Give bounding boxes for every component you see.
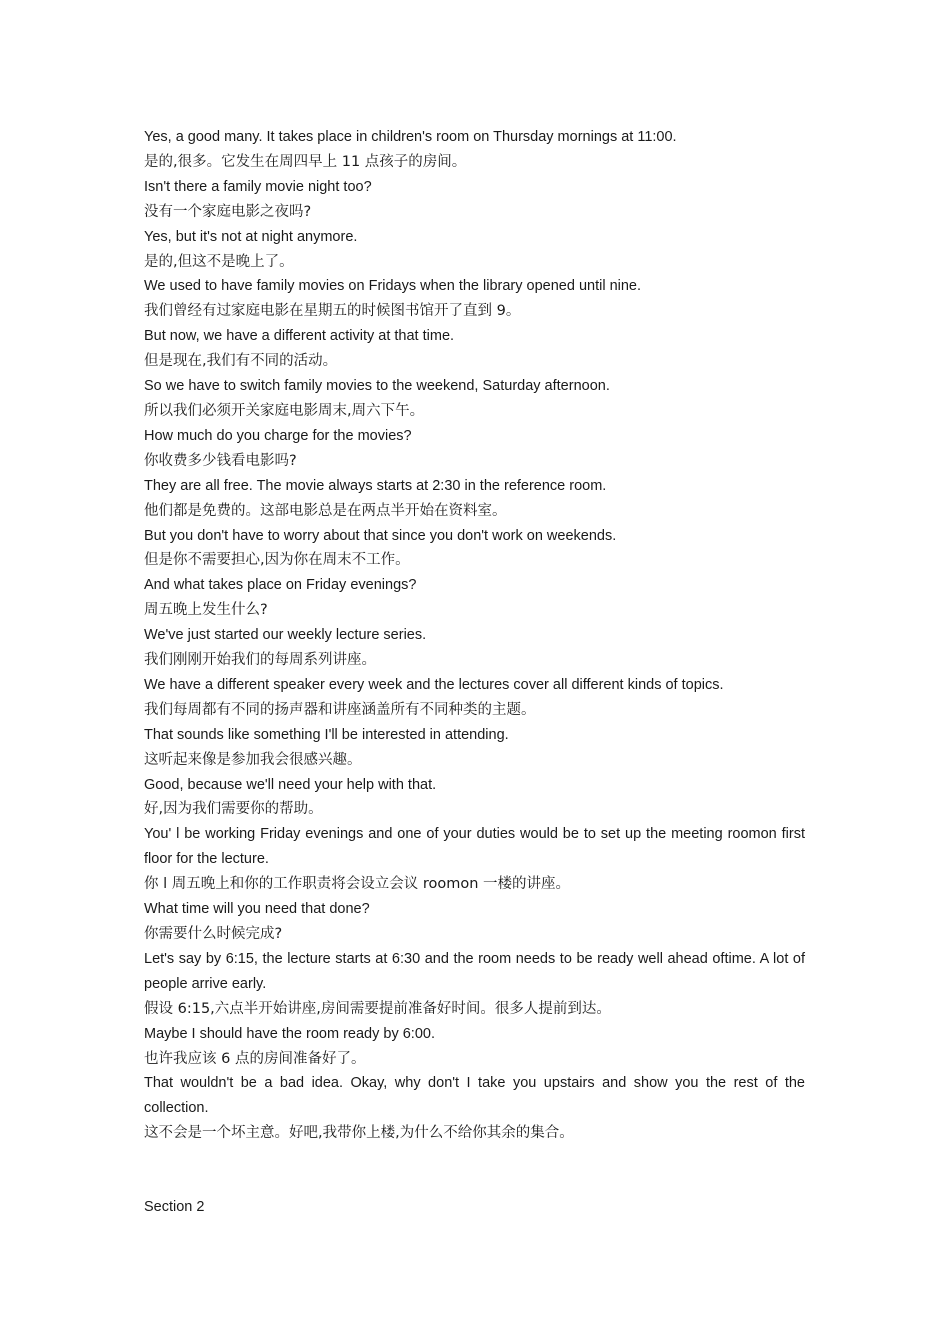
transcript-line-zh: 也许我应该 6 点的房间准备好了。 bbox=[144, 1050, 366, 1067]
transcript-line-en: We have a different speaker every week and the lectures cover all different kinds of topics. bbox=[144, 676, 724, 693]
transcript-line-zh: 所以我们必须开关家庭电影周末,周六下午。 bbox=[144, 402, 425, 419]
transcript-line-zh: 我们刚刚开始我们的每周系列讲座。 bbox=[144, 652, 376, 669]
transcript-line-en: We've just started our weekly lecture series. bbox=[144, 627, 427, 644]
transcript-line-en: Let's say by 6:15, the lecture starts at 6:30 and the room needs to be ready well ahead oftime. A lot of people arrive early. bbox=[144, 950, 805, 992]
transcript-line-zh: 我们曾经有过家庭电影在星期五的时候图书馆开了直到 9。 bbox=[144, 303, 521, 320]
transcript-line-en: Isn't there a family movie night too? bbox=[144, 178, 372, 195]
transcript-line-en: You' l be working Friday evenings and one of your duties would be to set up the meeting roomon first floor for the lecture. bbox=[144, 826, 805, 868]
transcript-line-zh: 你 l 周五晚上和你的工作职责将会设立会议 roomon 一楼的讲座。 bbox=[144, 876, 571, 893]
transcript-line-zh: 我们每周都有不同的扬声器和讲座涵盖所有不同种类的主题。 bbox=[144, 701, 536, 718]
transcript-line-zh: 但是你不需要担心,因为你在周末不工作。 bbox=[144, 552, 410, 569]
transcript-line-en: Good, because we'll need your help with that. bbox=[144, 776, 437, 793]
transcript-line-en: How much do you charge for the movies? bbox=[144, 427, 412, 444]
transcript-line-zh: 好,因为我们需要你的帮助。 bbox=[144, 801, 323, 818]
transcript-line-en: Yes, but it's not at night anymore. bbox=[144, 228, 358, 245]
transcript-line-zh: 假设 6:15,六点半开始讲座,房间需要提前准备好时间。很多人提前到达。 bbox=[144, 1000, 611, 1017]
transcript-line-en: What time will you need that done? bbox=[144, 901, 370, 918]
transcript-line-zh: 是的,很多。它发生在周四早上 11 点孩子的房间。 bbox=[144, 153, 467, 170]
transcript-line-zh: 但是现在,我们有不同的活动。 bbox=[144, 353, 338, 370]
transcript-line-zh: 是的,但这不是晚上了。 bbox=[144, 253, 294, 270]
transcript-line-zh: 他们都是免费的。这部电影总是在两点半开始在资料室。 bbox=[144, 502, 507, 519]
transcript-line-en: They are all free. The movie always starts at 2:30 in the reference room. bbox=[144, 477, 607, 494]
transcript-line-zh: 你需要什么时候完成? bbox=[144, 926, 283, 942]
transcript-line-en: Maybe I should have the room ready by 6:00. bbox=[144, 1025, 435, 1042]
transcript-line-zh: 你收费多少钱看电影吗? bbox=[144, 452, 297, 469]
transcript-line-zh: 这不会是一个坏主意。好吧,我带你上楼,为什么不给你其余的集合。 bbox=[144, 1125, 574, 1142]
section-heading: Section 2 bbox=[144, 1199, 205, 1215]
transcript-line-en: That sounds like something I'll be interested in attending. bbox=[144, 726, 509, 743]
transcript-body bbox=[144, 125, 805, 1146]
transcript-line-zh: 这听起来像是参加我会很感兴趣。 bbox=[144, 751, 362, 768]
transcript-line-zh: 没有一个家庭电影之夜吗? bbox=[144, 203, 312, 220]
transcript-line-en: We used to have family movies on Fridays when the library opened until nine. bbox=[144, 278, 642, 295]
transcript-line-en: But you don't have to worry about that since you don't work on weekends. bbox=[144, 527, 617, 544]
transcript-line-en: So we have to switch family movies to the weekend, Saturday afternoon. bbox=[144, 378, 610, 395]
transcript-line-zh: 周五晚上发生什么? bbox=[144, 602, 268, 619]
transcript-line-en: But now, we have a different activity at that time. bbox=[144, 328, 455, 345]
transcript-line-en: That wouldn't be a bad idea. Okay, why don't I take you upstairs and show you the rest of the collection. bbox=[144, 1075, 805, 1117]
transcript-line-en: And what takes place on Friday evenings? bbox=[144, 577, 417, 594]
transcript-line-en: Yes, a good many. It takes place in children's room on Thursday mornings at 11:00. bbox=[144, 129, 677, 145]
